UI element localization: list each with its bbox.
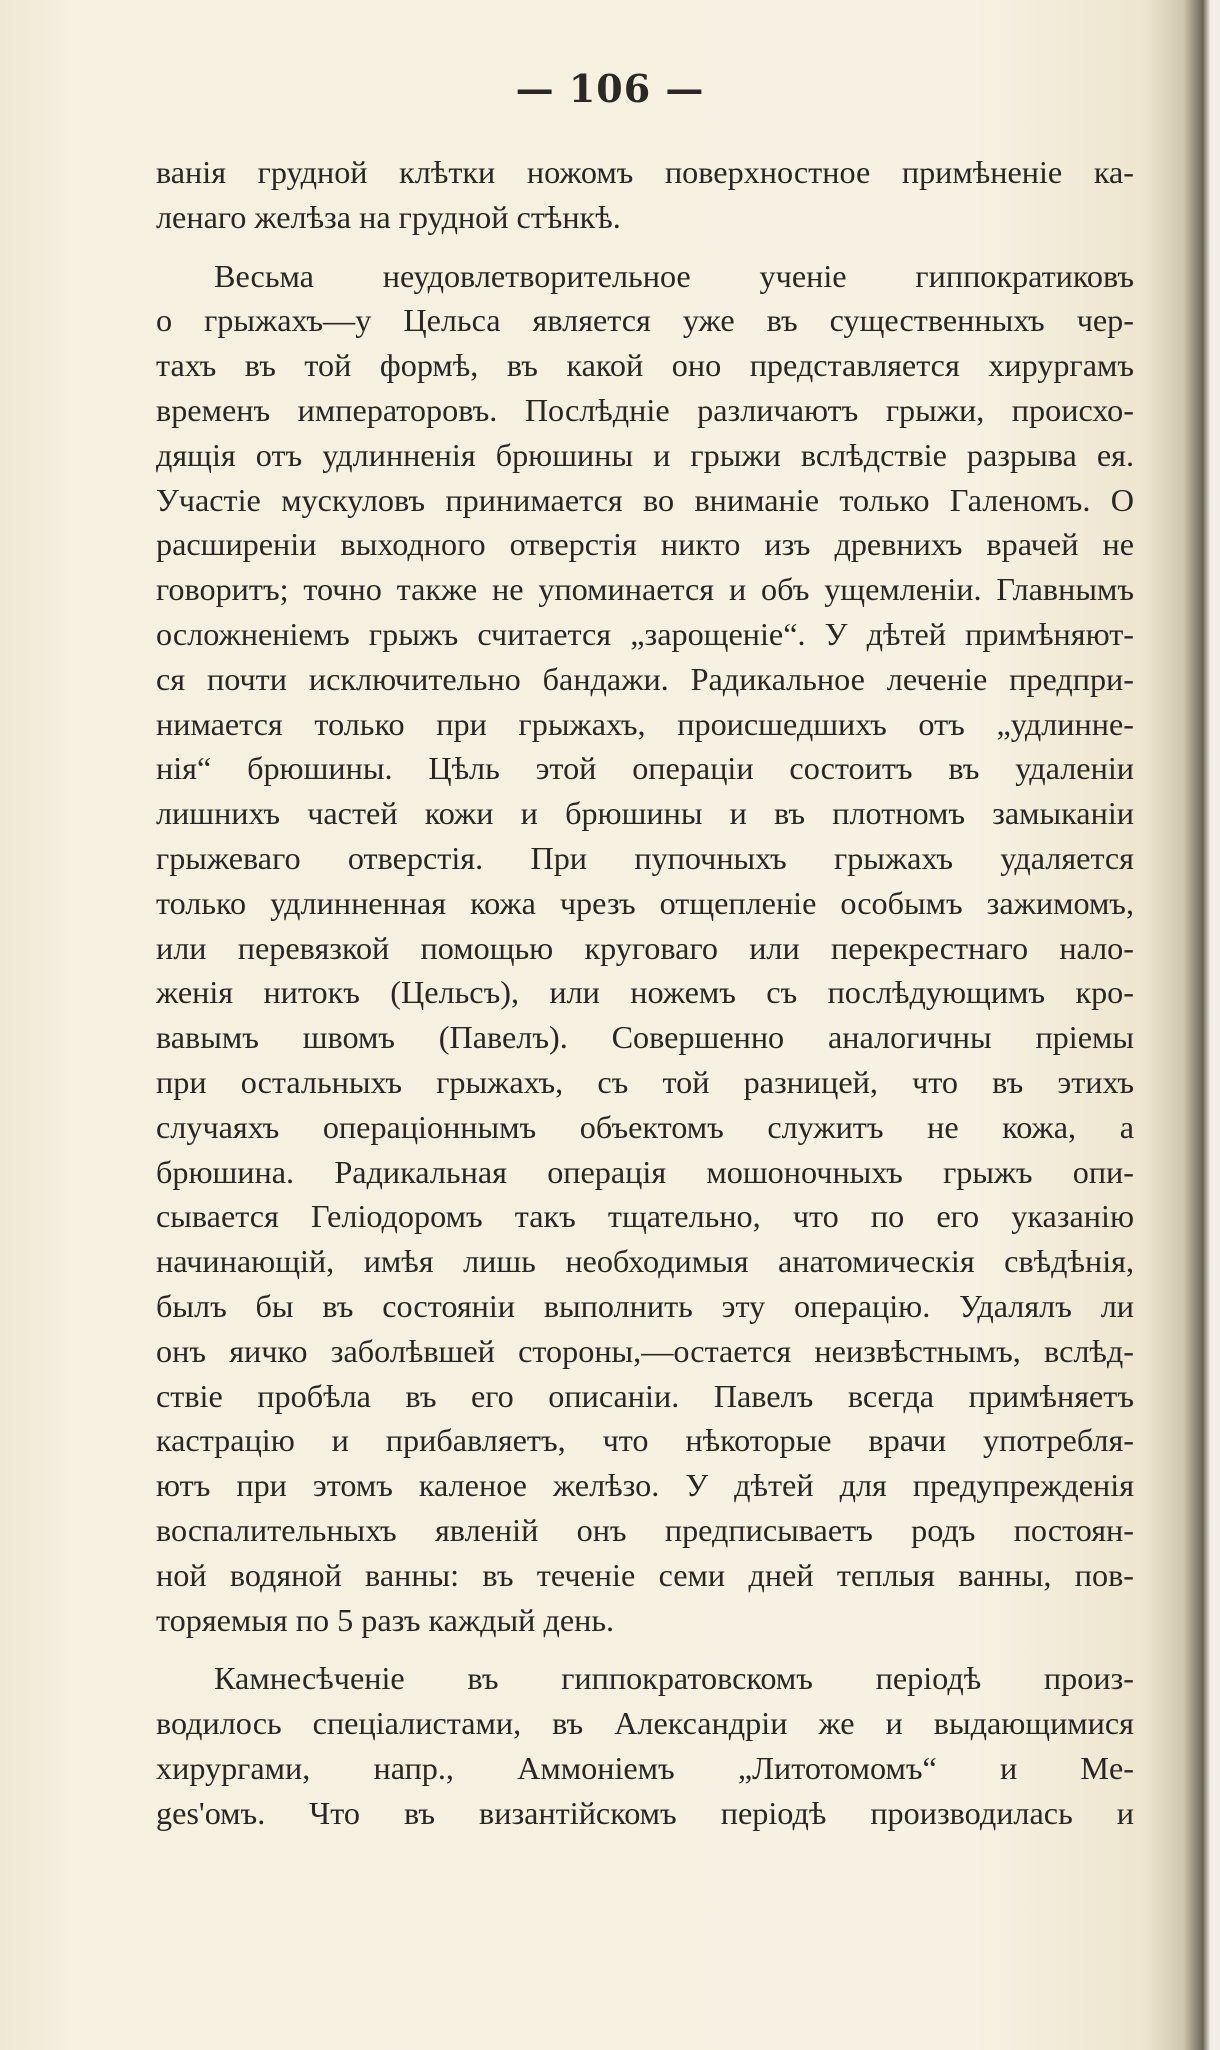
text-line: кастрацію и прибавляетъ, что нѣкоторые врачи употребля- xyxy=(156,1422,1134,1459)
body-text xyxy=(156,150,1134,1835)
text-line: онъ яичко заболѣвшей стороны,—остается неизвѣстнымъ, вслѣд- xyxy=(156,1332,1134,1369)
text-line: грыжеваго отверстія. При пупочныхъ грыжахъ удаляется xyxy=(156,839,1134,876)
text-line: сывается Геліодоромъ такъ тщательно, что по его указанію xyxy=(156,1198,1134,1235)
text-line: при остальныхъ грыжахъ, съ той разницей, что въ этихъ xyxy=(156,1063,1134,1100)
paragraph-gap xyxy=(156,240,1134,254)
text-line: случаяхъ операціоннымъ объектомъ служитъ не кожа, а xyxy=(156,1108,1134,1145)
text-line: ся почти исключительно бандажи. Радикальное леченіе предпри- xyxy=(156,660,1134,697)
text-line: нимается только при грыжахъ, происшедшихъ отъ „удлинне- xyxy=(156,705,1134,742)
text-line: ствіе пробѣла въ его описаніи. Павелъ всегда примѣняетъ xyxy=(156,1377,1134,1414)
text-line: расширеніи выходного отверстія никто изъ древнихъ врачей не xyxy=(156,526,1134,563)
text-line: женія нитокъ (Цельсъ), или ножемъ съ послѣдующимъ кро- xyxy=(156,974,1134,1011)
text-line: ges'омъ. Что въ византійскомъ періодѣ производилась и xyxy=(156,1794,1134,1831)
text-line: лишнихъ частей кожи и брюшины и въ плотномъ замыканіи xyxy=(156,795,1134,832)
text-line: дящія отъ удлинненія брюшины и грыжи вслѣдствіе разрыва ея. xyxy=(156,436,1134,473)
text-line: вавымъ швомъ (Павелъ). Совершенно аналогичны пріемы xyxy=(156,1019,1134,1056)
text-line: говоритъ; точно также не упоминается и объ ущемленіи. Главнымъ xyxy=(156,571,1134,608)
text-line: временъ императоровъ. Послѣдніе различаютъ грыжи, происхо- xyxy=(156,391,1134,428)
text-line: Весьма неудовлетворительное ученіе гиппократиковъ xyxy=(214,257,1134,294)
text-line: нія“ брюшины. Цѣль этой операціи состоитъ въ удаленіи xyxy=(156,750,1134,787)
text-line: водилось спеціалистами, въ Александріи же и выдающимися xyxy=(156,1705,1134,1742)
text-line: ленаго желѣза на грудной стѣнкѣ. xyxy=(156,198,621,235)
text-line: или перевязкой помощью круговаго или перекрестнаго нало- xyxy=(156,929,1134,966)
paragraph-2 xyxy=(156,254,1134,1643)
page-number: — 106 — xyxy=(515,66,705,111)
text-line: осложненіемъ грыжъ считается „зарощеніе“. У дѣтей примѣняют- xyxy=(156,615,1134,652)
text-line: о грыжахъ—у Цельса является уже въ существенныхъ чер- xyxy=(156,302,1134,339)
text-line: ванія грудной клѣтки ножомъ поверхностное примѣненіе ка- xyxy=(156,154,1134,190)
text-line: Участіе мускуловъ принимается во вниманіе только Галеномъ. О xyxy=(156,481,1134,518)
paragraph-gap xyxy=(156,1642,1134,1656)
text-line: былъ бы въ состояніи выполнить эту операцію. Удалялъ ли xyxy=(156,1287,1134,1324)
paragraph-3 xyxy=(156,1656,1134,1835)
text-line: хирургами, напр., Аммоніемъ „Литотомомъ“ и Me- xyxy=(156,1749,1134,1786)
text-line: начинающій, имѣя лишь необходимыя анатомическія свѣдѣнія, xyxy=(156,1243,1134,1280)
text-line: торяемыя по 5 разъ каждый день. xyxy=(156,1601,615,1638)
text-line: ной водяной ванны: въ теченіе семи дней теплыя ванны, пов- xyxy=(156,1556,1134,1593)
text-line: ютъ при этомъ каленое желѣзо. У дѣтей для предупрежденія xyxy=(156,1467,1134,1504)
text-line: воспалительныхъ явленій онъ предписываетъ родъ постоян- xyxy=(156,1511,1134,1548)
paragraph-1 xyxy=(156,150,1134,240)
text-line: брюшина. Радикальная операція мошоночныхъ грыжъ опи- xyxy=(156,1153,1134,1190)
text-line: тахъ въ той формѣ, въ какой оно представляется хирургамъ xyxy=(156,347,1134,384)
text-line: Камнесѣченіе въ гиппократовскомъ періодѣ произ- xyxy=(214,1660,1134,1697)
text-line: только удлинненная кожа чрезъ отщепленіе особымъ зажимомъ, xyxy=(156,884,1134,921)
